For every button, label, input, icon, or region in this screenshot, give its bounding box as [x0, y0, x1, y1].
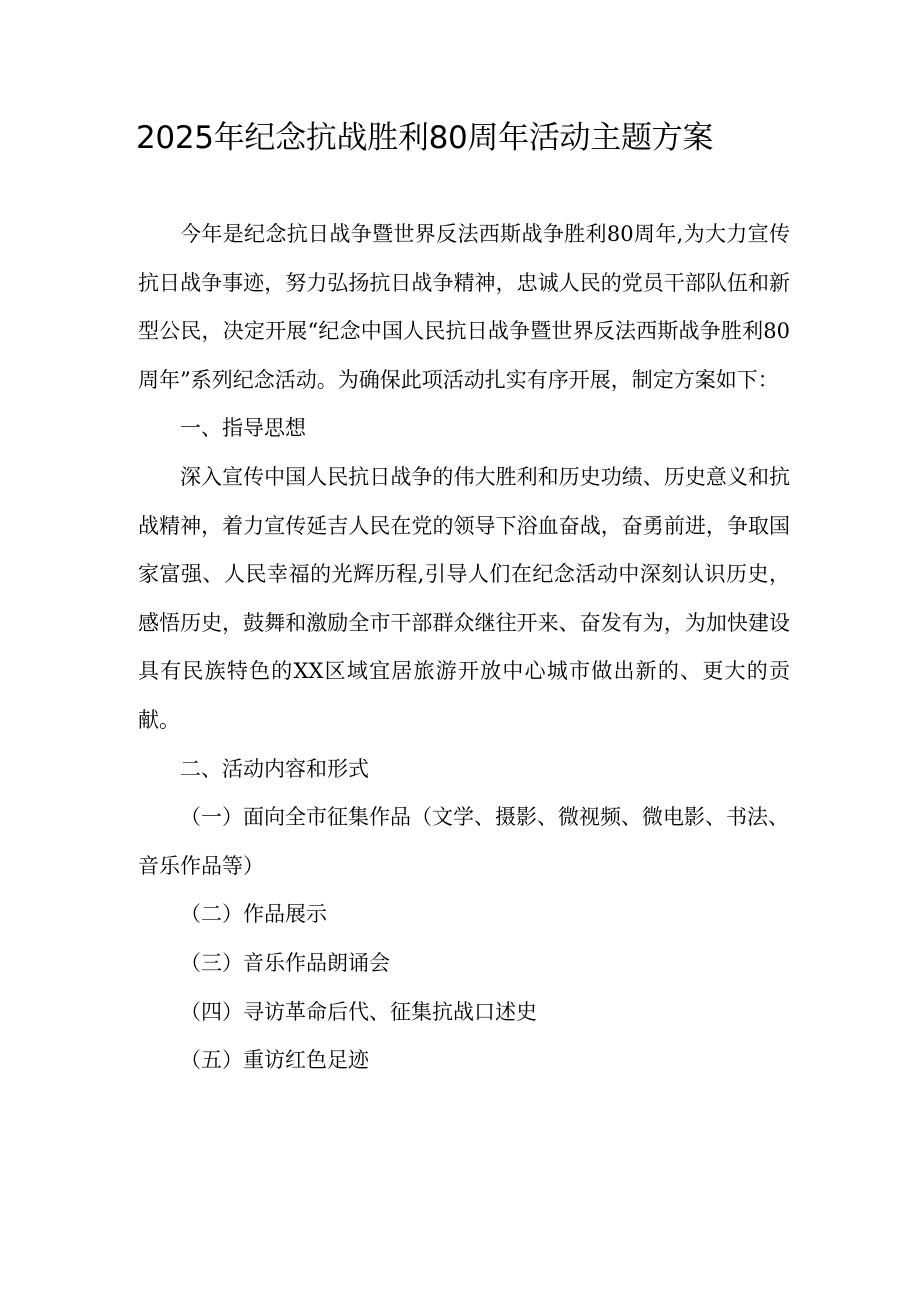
activity-item-1: （一）面向全市征集作品（文学、摄影、微视频、微电影、书法、音乐作品等）: [138, 805, 789, 878]
guiding-ideology-paragraph: 深入宣传中国人民抗日战争的伟大胜利和历史功绩、历史意义和抗战精神，着力宣传延吉人民在党的领导下浴血奋战，奋勇前进，争取国家富强、人民幸福的光辉历程,引导人们在纪念活动中深刻认识历史，感悟历史，鼓舞和激励全市干部群众继往开来、奋发有为，为加快建设具有民族特色的XX区域宜居旅游开放中心城市做出新的、更大的贡献。: [138, 464, 790, 732]
activity-item-2: （二）作品展示: [180, 902, 327, 927]
activity-item-4: （四）寻访革命后代、征集抗战口述史: [180, 999, 537, 1024]
activity-item-3: （三）音乐作品朗诵会: [180, 950, 390, 975]
document-title: 2025年纪念抗战胜利80周年活动主题方案: [136, 120, 714, 156]
section-heading-activity-content: 二、活动内容和形式: [180, 756, 369, 781]
section-heading-guiding-ideology: 一、指导思想: [180, 416, 306, 441]
intro-paragraph: 今年是纪念抗日战争暨世界反法西斯战争胜利80周年,为大力宣传抗日战争事迹，努力弘扬抗日战争精神，忠诚人民的党员干部队伍和新型公民，决定开展“纪念中国人民抗日战争暨世界反法西斯战争胜利80周年”系列纪念活动。为确保此项活动扎实有序开展，制定方案如下：: [138, 222, 790, 392]
document-body: [138, 210, 790, 1085]
activity-item-5: （五）重访红色足迹: [180, 1048, 369, 1073]
